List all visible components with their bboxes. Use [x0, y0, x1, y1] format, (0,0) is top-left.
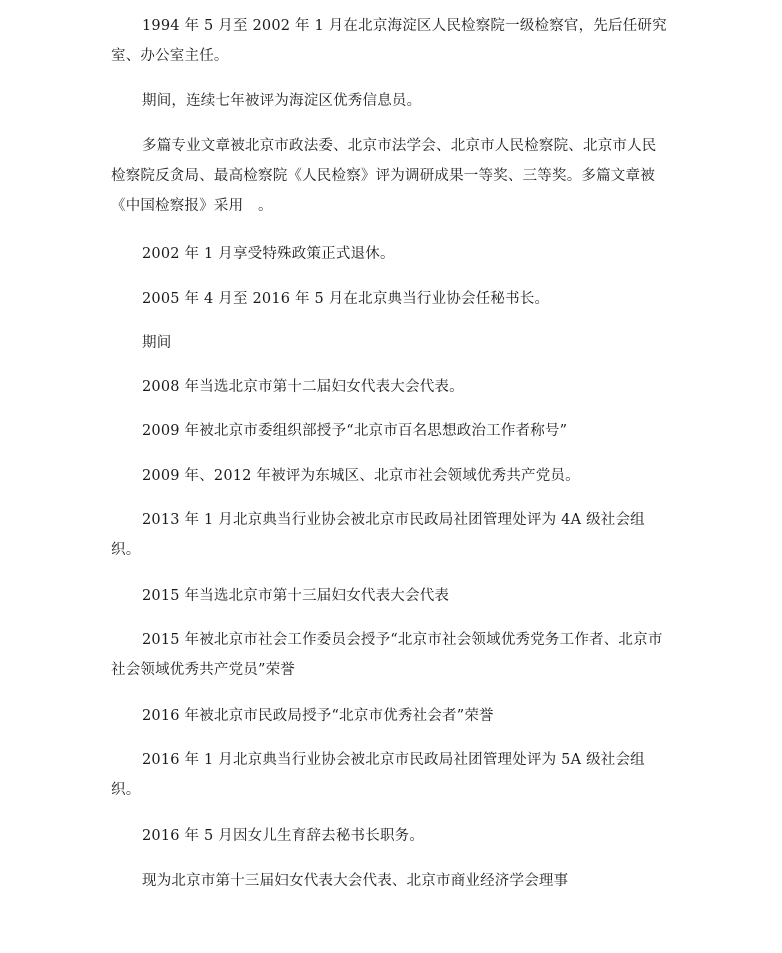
paragraph-period-heading: 期间	[142, 335, 172, 351]
paragraph-party-member-2009-2012: 2009 年、2012 年被评为东城区、北京市社会领域优秀共产党员。	[142, 468, 580, 484]
paragraph-political-worker-2009: 2009 年被北京市委组织部授予“北京市百名思想政治工作者称号”	[142, 423, 568, 439]
paragraph-current-positions: 现为北京市第十三届妇女代表大会代表、北京市商业经济学会理事	[142, 873, 569, 889]
paragraph-retirement-2002: 2002 年 1 月享受特殊政策正式退休。	[142, 246, 395, 262]
paragraph-womens-congress-2008: 2008 年当选北京市第十二届妇女代表大会代表。	[142, 379, 464, 395]
paragraph-civil-affairs-honor-2016: 2016 年被北京市民政局授予“北京市优秀社会者”荣誉	[142, 708, 494, 724]
paragraph-articles-awards: 多篇专业文章被北京市政法委、北京市法学会、北京市人民检察院、北京市人民检察院反贪局、最高检察院《人民检察》评为调研成果一等奖、三等奖。多篇文章被 《中国检察报》采用 。	[111, 138, 657, 214]
paragraph-5a-organization-2016: 2016 年 1 月北京典当行业协会被北京市民政局社团管理处评为 5A 级社会组织。	[111, 752, 645, 798]
paragraph-secretary-general-2005: 2005 年 4 月至 2016 年 5 月在北京典当行业协会任秘书长。	[142, 291, 550, 307]
paragraph-womens-congress-2015: 2015 年当选北京市第十三届妇女代表大会代表	[142, 588, 450, 604]
paragraph-career-1994: 1994 年 5 月至 2002 年 1 月在北京海淀区人民检察院一级检察官，先后任研究室、办公室主任。	[111, 18, 667, 64]
paragraph-resignation-2016: 2016 年 5 月因女儿生育辞去秘书长职务。	[142, 828, 425, 844]
paragraph-period-information-officer: 期间，连续七年被评为海淀区优秀信息员。	[142, 93, 422, 109]
paragraph-social-work-honor-2015: 2015 年被北京市社会工作委员会授予“北京市社会领域优秀党务工作者、北京市社会领域优秀共产党员”荣誉	[111, 632, 663, 678]
paragraph-4a-organization-2013: 2013 年 1 月北京典当行业协会被北京市民政局社团管理处评为 4A 级社会组织。	[111, 512, 645, 558]
